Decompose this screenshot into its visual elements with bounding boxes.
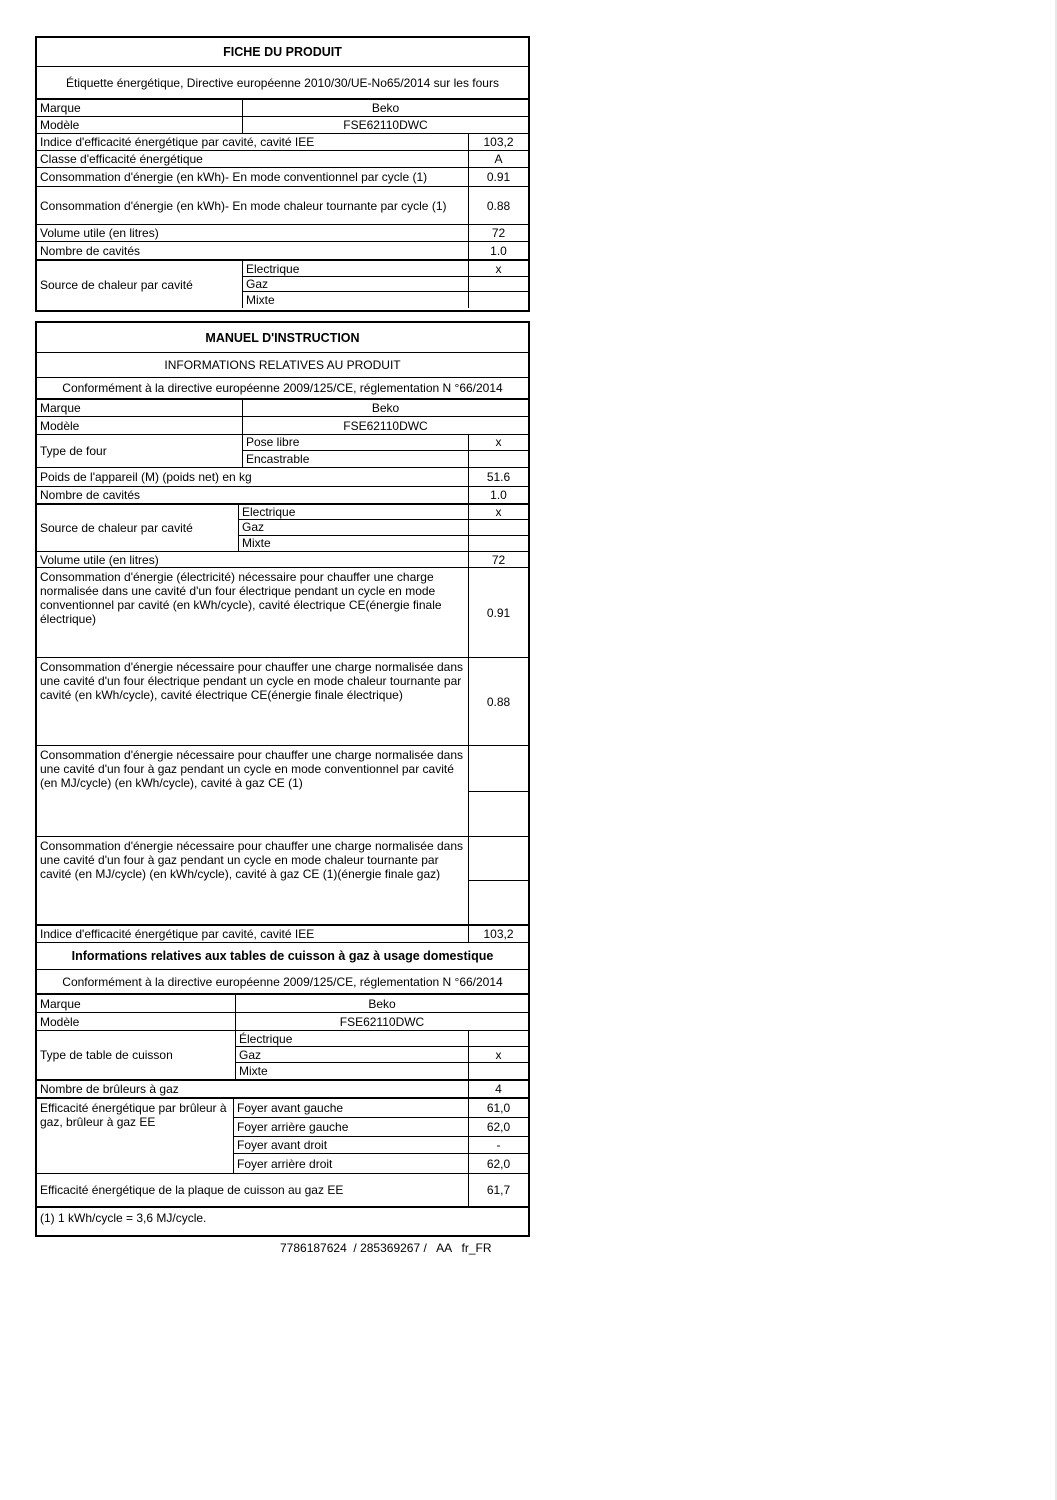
tables-modele-row (37, 1013, 528, 1031)
manuel-poids-row (37, 468, 528, 487)
manuel-encastrable: Encastrable (243, 451, 469, 467)
fiche-marque-value: Beko (371, 101, 400, 115)
tables-bruleurs-value: 4 (495, 1082, 502, 1096)
manuel-instruction-table (35, 321, 530, 1237)
fiche-source-mixte-value (469, 292, 528, 308)
tables-marque-row (37, 995, 528, 1013)
tables-foyer-arriere-gauche: Foyer arrière gauche (234, 1118, 469, 1136)
manuel-type-label: Type de four (37, 435, 243, 467)
manuel-source-gaz-value (469, 520, 528, 535)
manuel-directive-row (37, 378, 528, 400)
manuel-source-mixte: Mixte (239, 536, 469, 551)
fiche-conso-chaleur-label: Consommation d'énergie (en kWh)- En mode chaleur tournante par cycle (1) (37, 187, 469, 224)
manuel-marque-value: Beko (371, 401, 400, 415)
tables-type-mixte-value (469, 1063, 528, 1079)
fiche-modele-row (37, 117, 528, 134)
manuel-poids-label: Poids de l'appareil (M) (poids net) en kg (37, 468, 469, 486)
manuel-cavites-label: Nombre de cavités (37, 487, 469, 503)
manuel-marque-row (37, 400, 528, 417)
tables-foyer-avant-droit: Foyer avant droit (234, 1137, 469, 1154)
fiche-classe-label: Classe d'efficacité énergétique (37, 151, 469, 167)
tables-title-row (37, 943, 528, 970)
tables-foyer-avant-gauche-value: 61,0 (486, 1100, 511, 1115)
tables-ee-bruleur-label: Efficacité énergétique par brûleur à gaz, brûleur à gaz EE (37, 1099, 234, 1173)
tables-note: (1) 1 kWh/cycle = 3,6 MJ/cycle. (40, 1211, 207, 1225)
fiche-conso-chaleur-row (37, 187, 528, 225)
manuel-cavites-row (37, 487, 528, 505)
tables-ee-bruleur-row (37, 1099, 528, 1174)
fiche-volume-label: Volume utile (en litres) (37, 225, 469, 241)
tables-type-electrique-value (469, 1031, 528, 1046)
fiche-marque-row (37, 100, 528, 117)
manuel-source-electrique: Electrique (239, 505, 469, 519)
fiche-source-electrique: Electrique (243, 261, 469, 276)
manuel-directive: Conformément à la directive européenne 2009/125/CE, réglementation N °66/2014 (62, 381, 503, 395)
tables-type-gaz: Gaz (236, 1047, 469, 1061)
fiche-iee-row (37, 134, 528, 151)
manuel-volume-value: 72 (491, 552, 506, 567)
tables-modele-value: FSE62110DWC (339, 1014, 425, 1029)
tables-foyer-arriere-droit-value: 62,0 (486, 1156, 511, 1171)
tables-type-label: Type de table de cuisson (37, 1031, 236, 1079)
fiche-produit-table (35, 36, 530, 312)
tables-ee-plaque-label: Efficacité énergétique de la plaque de cuisson au gaz EE (37, 1174, 469, 1206)
tables-marque-value: Beko (368, 996, 396, 1011)
fiche-directive-row (37, 67, 528, 100)
tables-type-gaz-value: x (495, 1047, 502, 1062)
tables-foyer-arriere-droit: Foyer arrière droit (234, 1154, 469, 1173)
tables-modele-label: Modèle (37, 1013, 236, 1030)
tables-bruleurs-label: Nombre de brûleurs à gaz (37, 1081, 469, 1097)
manuel-modele-label: Modèle (37, 417, 243, 434)
fiche-source-gaz: Gaz (243, 277, 469, 291)
fiche-classe-row (37, 151, 528, 168)
manuel-volume-label: Volume utile (en litres) (37, 552, 469, 567)
manuel-ce-elec-conv-value: 0.91 (486, 605, 511, 620)
fiche-volume-row (37, 225, 528, 242)
manuel-ce-gaz-conv-row (37, 746, 528, 837)
tables-type-row (37, 1031, 528, 1081)
manuel-ce-gaz-chaleur-value-1 (469, 837, 528, 881)
tables-foyer-avant-gauche: Foyer avant gauche (234, 1099, 469, 1117)
tables-ee-plaque-row (37, 1174, 528, 1208)
tables-directive: Conformément à la directive européenne 2009/125/CE, réglementation N °66/2014 (62, 974, 503, 989)
manuel-modele-row (37, 417, 528, 435)
fiche-source-row (37, 261, 528, 308)
manuel-title: MANUEL D'INSTRUCTION (205, 330, 360, 345)
fiche-source-gaz-value (469, 277, 528, 291)
manuel-title-row (37, 323, 528, 353)
manuel-ce-elec-chaleur-row (37, 658, 528, 746)
fiche-marque-label: Marque (37, 100, 243, 116)
fiche-conso-conv-label: Consommation d'énergie (en kWh)- En mode conventionnel par cycle (1) (37, 168, 469, 186)
manuel-ce-gaz-conv-label: Consommation d'énergie nécessaire pour chauffer une charge normalisée dans une cavité d'un four à gaz pendant un cycle en mode conventionnel par cavité (en MJ/cycle) (en kWh/cycle), cavité à gaz CE (1) (37, 746, 469, 836)
manuel-source-electrique-value: x (495, 505, 502, 519)
fiche-modele-value: FSE62110DWC (343, 118, 428, 132)
tables-directive-row (37, 970, 528, 995)
manuel-cavites-value: 1.0 (490, 488, 507, 502)
manuel-source-label: Source de chaleur par cavité (37, 505, 239, 551)
tables-bruleurs-row (37, 1081, 528, 1099)
fiche-cavites-value: 1.0 (490, 243, 507, 258)
tables-foyer-arriere-gauche-value: 62,0 (486, 1119, 511, 1134)
fiche-source-electrique-value: x (495, 261, 502, 276)
manuel-subtitle: INFORMATIONS RELATIVES AU PRODUIT (164, 358, 401, 372)
manuel-marque-label: Marque (37, 400, 243, 416)
manuel-pose-libre: Pose libre (243, 435, 469, 450)
tables-foyer-avant-droit-value: - (496, 1137, 501, 1152)
document-reference: 7786187624 / 285369267 / AA fr_FR (280, 1241, 492, 1255)
manuel-ce-elec-conv-label: Consommation d'énergie (électricité) nécessaire pour chauffer une charge normalisée dans une cavité d'un four électrique pendant un cycle en mode conventionnel par cavité (en kWh/cycle), cavité électrique CE(énergie finale électrique) (37, 568, 469, 657)
fiche-conso-conv-row (37, 168, 528, 187)
manuel-ce-gaz-chaleur-label: Consommation d'énergie nécessaire pour chauffer une charge normalisée dans une cavité d'un four à gaz pendant un cycle en mode chaleur tournante par cavité (en MJ/cycle) (en kWh/cycle), cavité à gaz CE (1)(énergie finale gaz) (37, 837, 469, 924)
manuel-source-gaz: Gaz (239, 520, 469, 535)
tables-note-row (37, 1208, 528, 1228)
manuel-ce-gaz-chaleur-value-2 (469, 881, 528, 924)
manuel-poids-value: 51.6 (486, 470, 511, 484)
manuel-ce-elec-conv-row (37, 568, 528, 658)
manuel-iee-value: 103,2 (483, 927, 514, 941)
manuel-iee-row (37, 926, 528, 943)
manuel-encastrable-value (469, 451, 528, 467)
tables-type-mixte: Mixte (236, 1063, 469, 1079)
fiche-title-row (37, 38, 528, 67)
manuel-ce-gaz-conv-value-2 (469, 792, 528, 837)
tables-title: Informations relatives aux tables de cuisson à gaz à usage domestique (71, 949, 494, 963)
manuel-modele-value: FSE62110DWC (343, 418, 428, 433)
manuel-pose-libre-value: x (495, 435, 502, 450)
fiche-source-label: Source de chaleur par cavité (37, 261, 243, 308)
tables-marque-label: Marque (37, 995, 236, 1012)
fiche-title: FICHE DU PRODUIT (223, 45, 342, 59)
manuel-iee-label: Indice d'efficacité énergétique par cavité, cavité IEE (37, 926, 469, 942)
fiche-conso-chaleur-value: 0.88 (486, 198, 511, 213)
manuel-type-row (37, 435, 528, 468)
fiche-modele-label: Modèle (37, 117, 243, 133)
manuel-source-row (37, 505, 528, 552)
fiche-classe-value: A (494, 152, 503, 166)
tables-type-electrique: Électrique (236, 1031, 469, 1046)
fiche-volume-value: 72 (491, 226, 506, 240)
manuel-ce-gaz-chaleur-row (37, 837, 528, 926)
manuel-ce-elec-chaleur-label: Consommation d'énergie nécessaire pour chauffer une charge normalisée dans une cavité d'un four électrique pendant un cycle en mode chaleur tournante par cavité (en kWh/cycle), cavité électrique CE(énergie finale électrique) (37, 658, 469, 745)
fiche-cavites-label: Nombre de cavités (37, 242, 469, 259)
fiche-source-mixte: Mixte (243, 292, 469, 308)
fiche-conso-conv-value: 0.91 (486, 170, 511, 184)
manuel-subtitle-row (37, 353, 528, 378)
manuel-ce-gaz-conv-value-1 (469, 746, 528, 792)
fiche-iee-label: Indice d'efficacité énergétique par cavité, cavité IEE (37, 134, 469, 150)
manuel-volume-row (37, 552, 528, 568)
fiche-directive: Étiquette énergétique, Directive européenne 2010/30/UE-No65/2014 sur les fours (66, 75, 499, 90)
manuel-source-mixte-value (469, 536, 528, 551)
tables-ee-plaque-value: 61,7 (486, 1183, 511, 1197)
manuel-ce-elec-chaleur-value: 0.88 (486, 694, 511, 709)
fiche-iee-value: 103,2 (483, 135, 514, 149)
fiche-cavites-row (37, 242, 528, 261)
